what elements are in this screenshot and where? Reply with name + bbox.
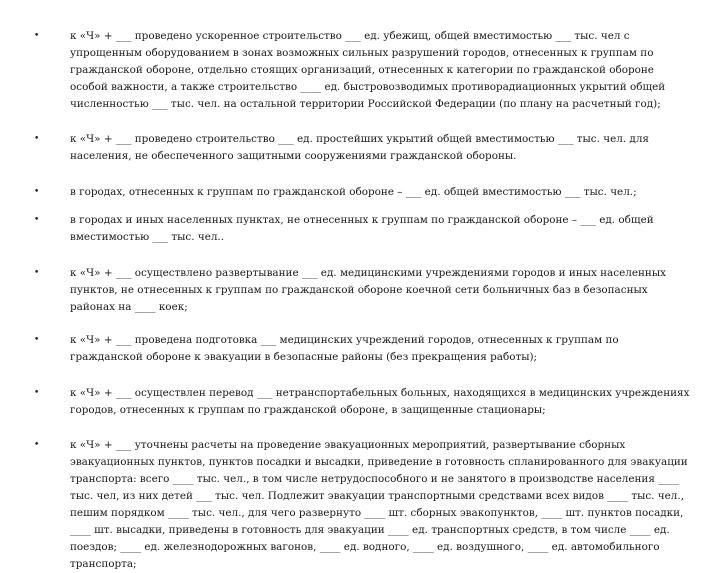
list-item-text: к «Ч» + ___ проведено ускоренное строительство ___ ед. убежищ, общей вместимостью ___ тыс. чел с упрощенным оборудованием в зонах возможных сильных разрушений городов, отнесенных к группам по гражданской обороне, отдельно стоящих организаций, отнесенных к категории по гражданской обороне особой важности, а также строительство ____ ед. быстровозводимых противорадиационных укрытий общей численностью ___ тыс. чел. на остальной территории Российской Федерации (по плану на расчетный год); xyxy=(70,30,666,110)
list-item xyxy=(34,385,694,419)
bullet-icon: • xyxy=(34,134,40,144)
list-item-text: к «Ч» + ___ уточнены расчеты на проведение эвакуационных мероприятий, развертывание сборных эвакуационных пунктов, пунктов посадки и высадки, приведение в готовность спланированного для эвакуации транспорта: всего ____ тыс. чел., в том числе нетрудоспособного и не занятого в производстве населения ____ тыс. чел, из них детей ___ тыс. чел. Подлежит эвакуации транспортными средствами всех видов ____ тыс. чел., пешим порядком ____ тыс. чел., для чего развернуто ____ шт. сборных эвакопунктов, ____ шт. пунктов посадки, ____ шт. высадки, приведены в готовность для эвакуации ____ ед. транспортных средств, в том числе ____ ед. поездов; ____ ед. железнодорожных вагонов, ____ ед. водного, ____ ед. воздушного, ____ ед. автомобильного транспорта; xyxy=(70,439,688,570)
bullet-icon: • xyxy=(34,268,40,278)
list-item-text: в городах, отнесенных к группам по гражданской обороне – ___ ед. общей вместимостью ___ тыс. чел.; xyxy=(70,186,637,198)
bullet-icon: • xyxy=(34,388,40,398)
list-item xyxy=(34,131,694,165)
list-item xyxy=(34,28,694,113)
list-item-text: к «Ч» + ___ проведено строительство ___ ед. простейших укрытий общей вместимостью ___ тыс. чел. для населения, не обеспеченного защитными сооружениями гражданской обороны. xyxy=(70,133,649,162)
bullet-icon: • xyxy=(34,215,40,225)
list-item xyxy=(34,332,694,366)
bullet-list xyxy=(34,28,694,573)
bullet-icon: • xyxy=(34,187,40,197)
list-item-text: к «Ч» + ___ осуществлен перевод ___ нетранспортабельных больных, находящихся в медицинских учреждениях городов, отнесенных к группам по гражданской обороне, в защищенные стационары; xyxy=(70,387,690,416)
list-item xyxy=(34,265,694,316)
bullet-icon: • xyxy=(34,31,40,41)
bullet-icon: • xyxy=(34,335,40,345)
list-item xyxy=(34,437,694,573)
list-item-text: к «Ч» + ___ осуществлено развертывание ___ ед. медицинскими учреждениями городов и иных населенных пунктов, не отнесенных к группам по гражданской обороне коечной сети больничных баз в безопасных районах на ____ коек; xyxy=(70,267,666,313)
list-item-text: к «Ч» + ___ проведена подготовка ___ медицинских учреждений городов, отнесенных к группам по гражданской обороне к эвакуации в безопасные районы (без прекращения работы); xyxy=(70,334,619,363)
list-item-text: в городах и иных населенных пунктах, не отнесенных к группам по гражданской обороне – ___ ед. общей вместимостью ___ тыс. чел.. xyxy=(70,214,654,243)
list-item xyxy=(34,212,694,246)
list-item xyxy=(34,184,694,201)
bullet-icon: • xyxy=(34,440,40,450)
